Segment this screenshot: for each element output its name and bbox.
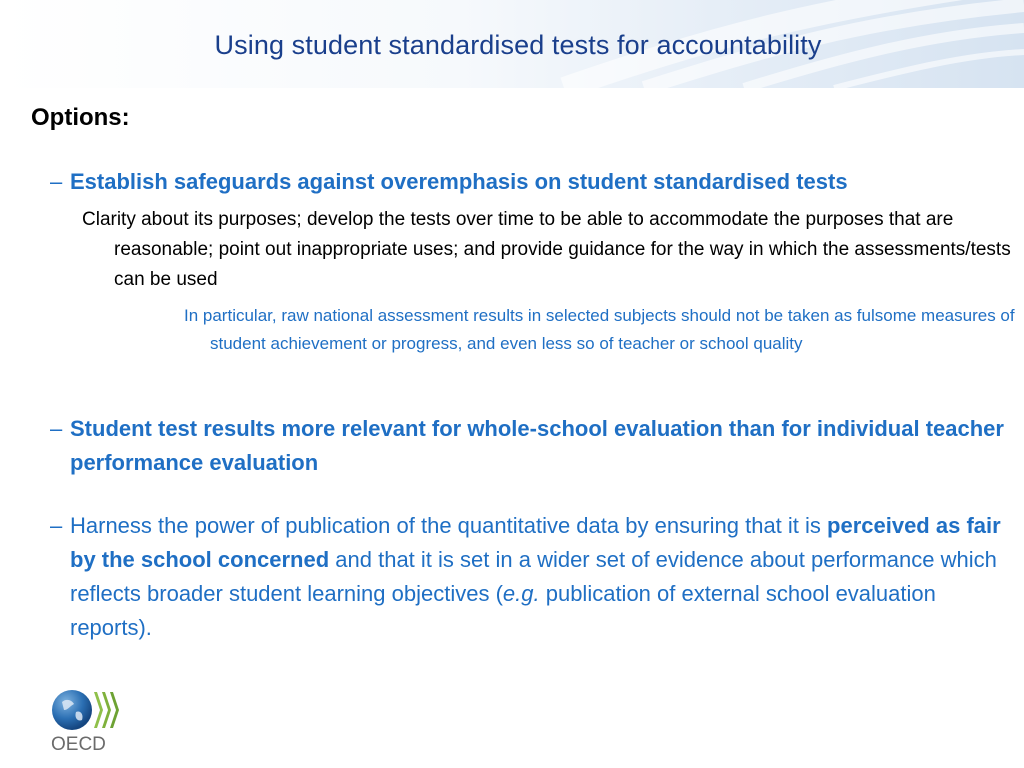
- options-heading: Options:: [31, 104, 130, 131]
- sub-bullet-clarity: Clarity about its purposes; develop the tests over time to be able to accommodate the purposes that are reasonable; point out inappropriate uses; and provide guidance for the way in which the assessments/tests can be used: [82, 209, 1011, 290]
- slide-header: [0, 0, 1024, 88]
- bullet-text-part: publication of external school evaluation reports).: [70, 581, 936, 640]
- bullet-text-italic: e.g.: [502, 581, 540, 606]
- dash-marker: –: [50, 169, 63, 194]
- bullet-text-bold: perceived as fair by the school concerned: [70, 513, 1001, 572]
- sub-sub-bullet-note: In particular, raw national assessment results in selected subjects should not be taken as fulsome measures of student achievement or progress, and even less so of teacher or school quality: [184, 306, 1015, 353]
- bullet-text: Student test results more relevant for whole-school evaluation than for individual teacher performance evaluation: [70, 416, 1004, 475]
- bullet-text: Establish safeguards against overemphasis on student standardised tests: [70, 169, 848, 194]
- slide-title: Using student standardised tests for accountability: [214, 30, 822, 60]
- bullet-text-part: Harness the power of publication of the quantitative data by ensuring that it is: [70, 513, 828, 538]
- bullet-item-whole-school: [50, 412, 1015, 480]
- bullet-text-part: and that it is set in a wider set of evidence about performance which reflects broader student learning objectives (: [70, 547, 997, 606]
- oecd-logo-text: OECD: [51, 734, 106, 755]
- bullet-item-safeguards: [50, 165, 1015, 199]
- dash-marker: –: [50, 513, 63, 538]
- dash-marker: –: [50, 416, 63, 441]
- bullet-item-publication: [50, 509, 1020, 645]
